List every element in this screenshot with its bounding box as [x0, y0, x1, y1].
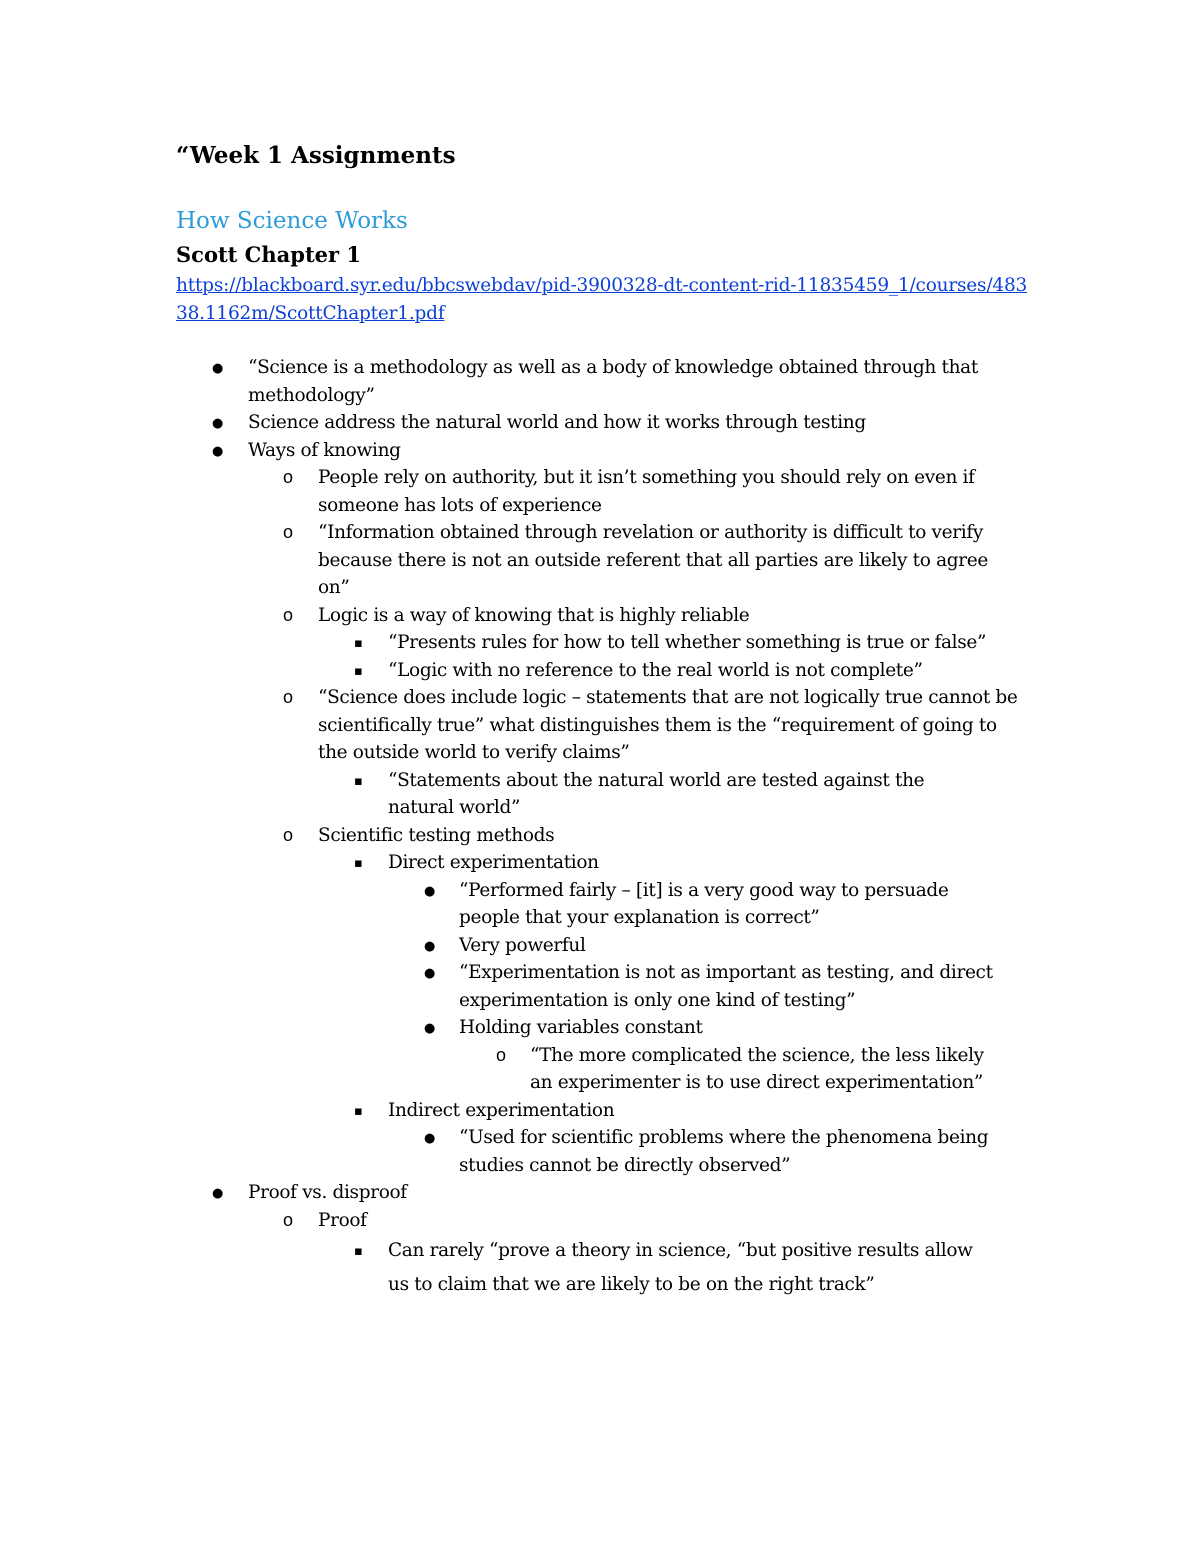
list-item: [0, 684, 1023, 767]
list-item-text: “Science does include logic – statements that are not logically true cannot be scientifically true” what distinguishes them is the “requirement of going to the outside world to verify claims”: [318, 687, 1018, 763]
list-item: [0, 657, 988, 685]
bullet-icon: [212, 409, 223, 439]
list-item-text: “Statements about the natural world are tested against the natural world”: [388, 769, 925, 818]
list-item: [0, 602, 1023, 630]
list-item: [0, 1042, 990, 1097]
list-item-text: “Used for scientific problems where the phenomena being studies cannot be directly observed”: [459, 1127, 989, 1176]
list-item: [0, 354, 1008, 409]
list-item: [0, 932, 1004, 960]
list-item: [0, 409, 1008, 437]
bullet-icon: [424, 959, 435, 989]
document-title: “Week 1 Assignments: [176, 142, 456, 169]
circle-bullet-icon: [283, 822, 293, 850]
list-item-text: “Information obtained through revelation or authority is difficult to verify because there is not an outside referent that all parties are likely to agree on”: [318, 522, 988, 598]
list-item-text: “Presents rules for how to tell whether something is true or false”: [388, 632, 987, 653]
list-item: [0, 1124, 1004, 1179]
square-bullet-icon: [354, 657, 362, 687]
list-item-text: Science address the natural world and how it works through testing: [248, 412, 866, 433]
circle-bullet-icon: [283, 602, 293, 630]
square-bullet-icon: [354, 849, 362, 879]
list-item-text: People rely on authority, but it isn’t something you should rely on even if someone has lots of experience: [318, 467, 975, 516]
list-item-text: “Performed fairly – [it] is a very good way to persuade people that your explanation is correct”: [459, 879, 949, 928]
list-item: [0, 877, 1004, 932]
bullet-icon: [212, 437, 223, 467]
circle-bullet-icon: [496, 1042, 506, 1070]
list-item: [0, 464, 1023, 519]
list-item: [0, 519, 1023, 602]
circle-bullet-icon: [283, 1207, 293, 1235]
list-item: [0, 437, 1008, 465]
bullet-icon: [424, 877, 435, 907]
bullet-icon: [212, 354, 223, 384]
list-item-text: Logic is a way of knowing that is highly reliable: [318, 604, 750, 626]
chapter-heading: Scott Chapter 1: [176, 242, 361, 267]
list-item: [0, 959, 1004, 1014]
list-item: [0, 1234, 988, 1302]
list-item: [0, 767, 988, 822]
circle-bullet-icon: [283, 684, 293, 712]
list-item: [0, 1179, 1008, 1207]
list-item-text: Holding variables constant: [459, 1017, 703, 1038]
list-item-text: “Science is a methodology as well as a body of knowledge obtained through that methodology”: [248, 357, 978, 406]
list-item-text: Can rarely “prove a theory in science, “but positive results allow us to claim that we are likely to be on the right track”: [388, 1240, 973, 1295]
list-item-text: Direct experimentation: [388, 852, 599, 873]
list-item-text: “Logic with no reference to the real world is not complete”: [388, 659, 923, 681]
bullet-icon: [212, 1179, 223, 1209]
list-item: [0, 1014, 1004, 1042]
bullet-icon: [424, 1014, 435, 1044]
bullet-icon: [424, 1124, 435, 1154]
list-item-text: Very powerful: [459, 934, 586, 956]
list-item: [0, 849, 988, 877]
chapter-pdf-link[interactable]: https://blackboard.syr.edu/bbcswebdav/pid-3900328-dt-content-rid-11835459_1/courses/48338.1162m/ScottChapter1.pdf: [176, 275, 1028, 324]
list-item-text: “Experimentation is not as important as testing, and direct experimentation is only one kind of testing”: [459, 962, 993, 1011]
notes-list: [0, 354, 1200, 1302]
section-heading: How Science Works: [176, 208, 408, 234]
circle-bullet-icon: [283, 464, 293, 492]
list-item-text: Proof: [318, 1209, 367, 1231]
list-item-text: Indirect experimentation: [388, 1099, 615, 1121]
list-item-text: Scientific testing methods: [318, 824, 555, 846]
list-item: [0, 1097, 988, 1125]
circle-bullet-icon: [283, 519, 293, 547]
list-item: [0, 629, 988, 657]
square-bullet-icon: [354, 767, 362, 797]
square-bullet-icon: [354, 629, 362, 659]
bullet-icon: [424, 932, 435, 962]
list-item-text: Proof vs. disproof: [248, 1182, 407, 1203]
list-item-text: Ways of knowing: [248, 439, 401, 461]
list-item-text: “The more complicated the science, the less likely an experimenter is to use direct experimentation”: [530, 1044, 984, 1093]
list-item: [0, 1207, 1023, 1235]
square-bullet-icon: [354, 1234, 362, 1270]
square-bullet-icon: [354, 1097, 362, 1127]
list-item: [0, 822, 1023, 850]
